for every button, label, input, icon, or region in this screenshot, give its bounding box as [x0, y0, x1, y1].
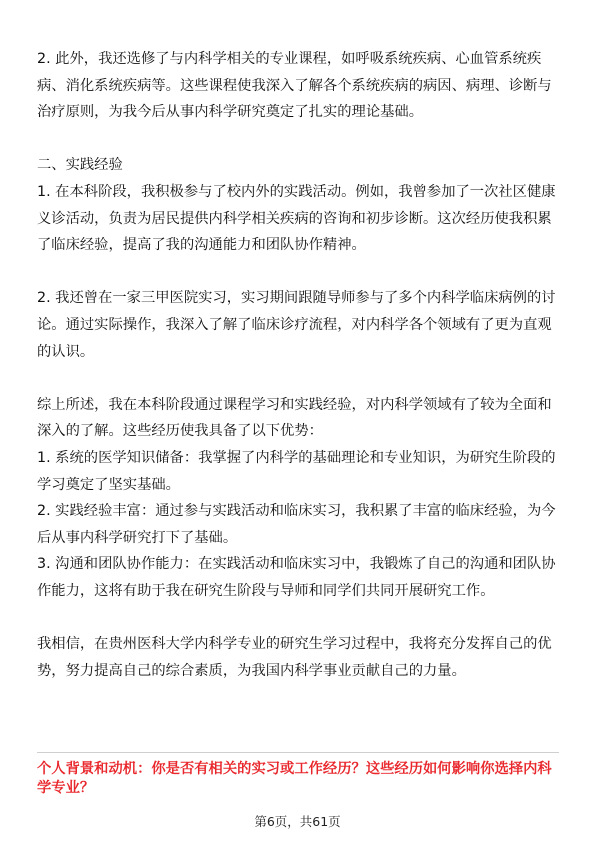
section-divider: [37, 752, 559, 753]
section-heading-practice: 二、实践经验: [37, 157, 123, 174]
paragraph-conclusion: 我相信，在贵州医科大学内科学专业的研究生学习过程中，我将充分发挥自己的优势，努力提高自己的综合素质，为我国内科学事业贡献自己的力量。: [37, 636, 552, 679]
document-body: [37, 46, 559, 684]
page-number: 第6页，共61页: [254, 814, 341, 829]
paragraph-community-clinic: 1. 在本科阶段，我积极参与了校内外的实践活动。例如，我曾参加了一次社区健康义诊活动，负责为居民提供内科学相关疾病的咨询和初步诊断。这次经历使我积累了临床经验，提高了我的沟通能力和团队协作精神。: [37, 183, 556, 254]
paragraph-gap: [37, 604, 559, 631]
list-item-teamwork: 3. 沟通和团队协作能力：在实践活动和临床实习中，我锻炼了自己的沟通和团队协作能力，这将有助于我在研究生阶段与导师和同学们共同开展研究工作。: [37, 556, 556, 599]
paragraph-gap: [37, 126, 559, 153]
paragraph-summary: 综上所述，我在本科阶段通过课程学习和实践经验，对内科学领域有了较为全面和深入的了解。这些经历使我具备了以下优势：: [37, 396, 552, 440]
paragraph-hospital-internship: 2. 我还曾在一家三甲医院实习，实习期间跟随导师参与了多个内科学临床病例的讨论。通过实际操作，我深入了解了临床诊疗流程，对内科学各个领域有了更为直观的认识。: [37, 290, 556, 360]
list-item-experience: 2. 实践经验丰富：通过参与实践活动和临床实习，我积累了丰富的临床经验，为今后从事内科学研究打下了基础。: [37, 503, 556, 546]
interview-question: 个人背景和动机：你是否有相关的实习或工作经历？这些经历如何影响你选择内科学专业？: [37, 761, 552, 796]
paragraph-elective-courses: 2. 此外，我还选修了与内科学相关的专业课程，如呼吸系统疾病、心血管系统疾病、消化系统疾病等。这些课程使我深入了解各个系统疾病的病因、病理、诊断与治疗原则，为我今后从事内科学研究奠定了扎实的理论基础。: [37, 51, 552, 121]
list-item-knowledge: 1. 系统的医学知识储备：我掌握了内科学的基础理论和专业知识，为研究生阶段的学习奠定了坚实基础。: [37, 449, 556, 493]
paragraph-gap: [37, 259, 559, 286]
paragraph-gap: [37, 365, 559, 392]
